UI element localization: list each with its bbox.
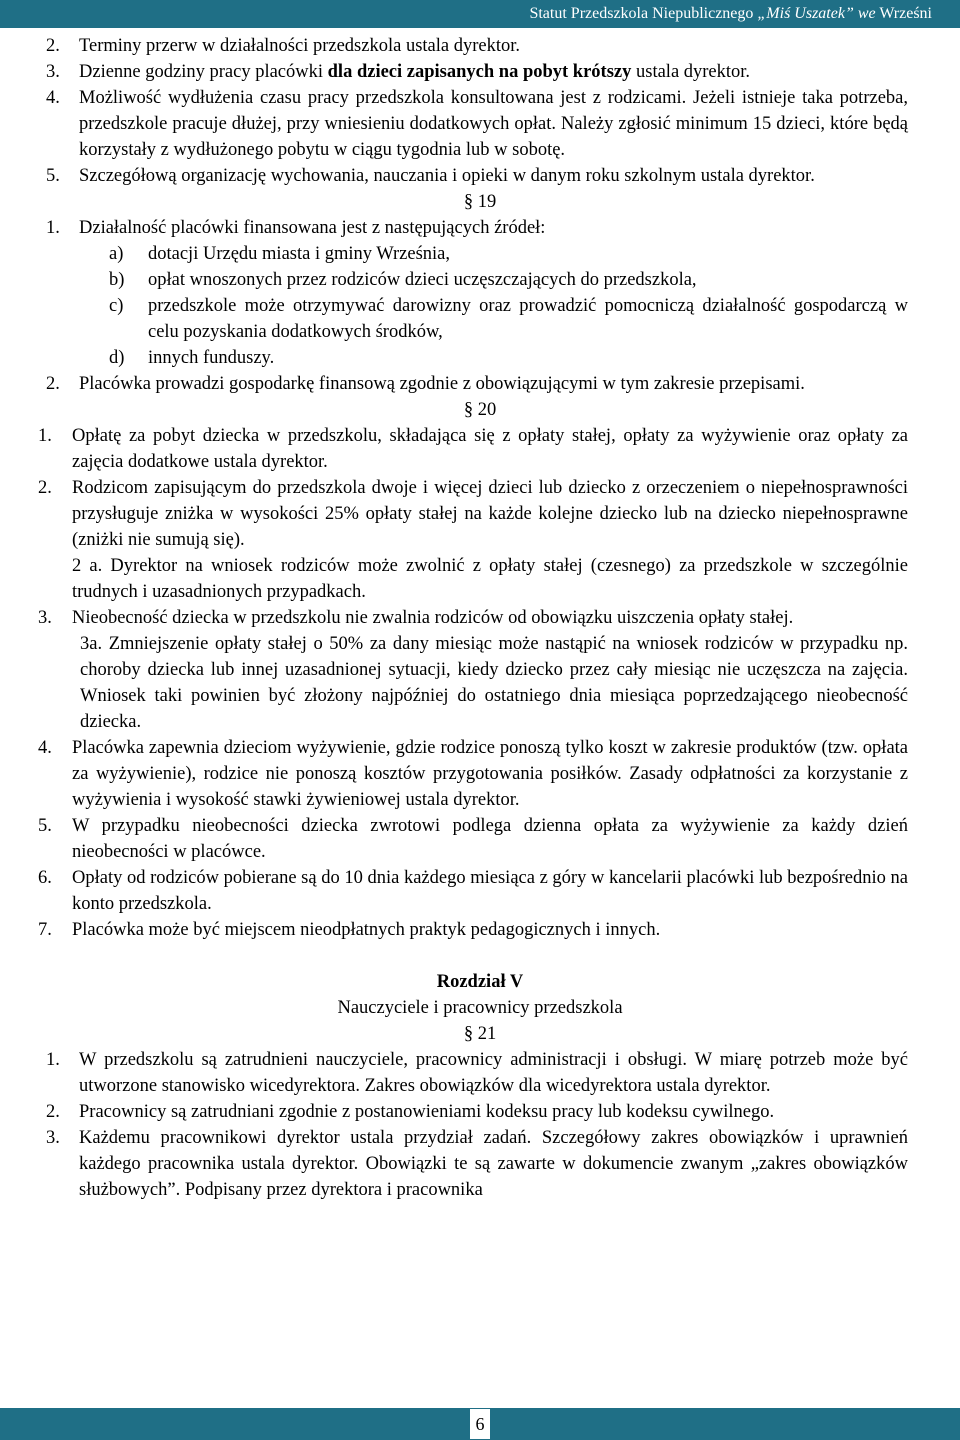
sub-item-letter: c) xyxy=(109,296,124,316)
item-text-post: ustala dyrektor. xyxy=(631,62,751,82)
item-number: 6. xyxy=(38,868,52,888)
item-text: Każdemu pracownikowi dyrektor ustala przydział zadań. Szczegółowy zakres obowiązków i uprawnień każdego pracownika ustala dyrektor. Obowiązki te są zawarte w dokumencie zwanym „zakres obowiązków służbowych”. Podpisany przez dyrektora i pracownika xyxy=(79,1128,908,1200)
list-item xyxy=(0,59,960,85)
list-item xyxy=(0,1099,960,1125)
header-school-name: „Miś Uszatek” we xyxy=(757,5,876,22)
list-item xyxy=(0,735,960,813)
page-number: 6 xyxy=(470,1409,490,1439)
item-text: Możliwość wydłużenia czasu pracy przedszkola konsultowana jest z rodzicami. Jeżeli istnieje taka potrzeba, przedszkole pracuje dłużej, przy wniesieniu dodatkowych opłat. Należy zgłosić minimum 15 dzieci, które będą korzystały z wydłużonego pobytu w ciągu tygodnia lub w sobotę. xyxy=(79,88,908,160)
list-item xyxy=(0,163,960,189)
item-text: Placówka może być miejscem nieodpłatnych praktyk pedagogicznych i innych. xyxy=(72,920,661,940)
item-text: Szczegółową organizację wychowania, nauczania i opieki w danym roku szkolnym ustala dyrektor. xyxy=(79,166,815,186)
section-heading-20: § 20 xyxy=(463,400,497,420)
sub-item-text: opłat wnoszonych przez rodziców dzieci uczęszczających do przedszkola, xyxy=(148,270,697,290)
item-number: 2. xyxy=(46,374,60,394)
item-number: 5. xyxy=(46,166,60,186)
list-item xyxy=(0,1047,960,1099)
item-number: 7. xyxy=(38,920,52,940)
item-text: Placówka prowadzi gospodarkę finansową zgodnie z obowiązującymi w tym zakresie przepisami. xyxy=(79,374,805,394)
item-number: 2. xyxy=(46,36,60,56)
sub-item xyxy=(0,267,960,293)
item-text-bold: dla dzieci zapisanych na pobyt krótszy xyxy=(327,62,632,82)
item-number: 3. xyxy=(46,62,60,82)
item-number: 4. xyxy=(38,738,52,758)
item-text: W przypadku nieobecności dziecka zwrotowi podlega dzienna opłata za wyżywienie za każdy dzień nieobecności w placówce. xyxy=(72,816,908,862)
item-number: 2. xyxy=(46,1102,60,1122)
list-item xyxy=(0,215,960,241)
sub-item xyxy=(0,293,960,345)
document-body xyxy=(0,33,960,1203)
chapter-title xyxy=(0,969,960,995)
chapter-title-text: Rozdział V xyxy=(436,972,524,992)
sub-item xyxy=(0,241,960,267)
sub-item-letter: b) xyxy=(109,270,125,290)
list-item xyxy=(0,605,960,735)
list-item xyxy=(0,475,960,605)
section-heading-19: § 19 xyxy=(463,192,497,212)
sub-item-text: innych funduszy. xyxy=(148,348,275,368)
running-header xyxy=(0,0,960,28)
item-text: Opłatę za pobyt dziecka w przedszkolu, składająca się z opłaty stałej, opłaty za wyżywienie oraz opłaty za zajęcia dodatkowe ustala dyrektor. xyxy=(72,426,908,472)
item-text: Nieobecność dziecka w przedszkolu nie zwalnia rodziców od obowiązku uiszczenia opłaty stałej. xyxy=(72,608,794,628)
item-text-2a: 2 a. Dyrektor na wniosek rodziców może zwolnić z opłaty stałej (czesnego) za przedszkole w szczególnie trudnych i uzasadnionych przypadkach. xyxy=(72,556,908,602)
list-item xyxy=(0,865,960,917)
section-heading-21: § 21 xyxy=(463,1024,497,1044)
item-number: 1. xyxy=(38,426,52,446)
spacer xyxy=(0,943,960,969)
sub-item-letter: d) xyxy=(109,348,125,368)
item-text: Opłaty od rodziców pobierane są do 10 dnia każdego miesiąca z góry w kancelarii placówki lub bezpośrednio na konto przedszkola. xyxy=(72,868,908,914)
list-item xyxy=(0,1125,960,1203)
item-text: Rodzicom zapisującym do przedszkola dwoje i więcej dzieci lub dziecko z orzeczeniem o niepełnosprawności przysługuje zniżka w wysokości 25% opłaty stałej na każde kolejne dziecko lub na dziecko niepełnosprawne (zniżki nie sumują się). xyxy=(72,478,908,550)
list-item xyxy=(0,33,960,59)
item-number: 5. xyxy=(38,816,52,836)
sub-item-text: dotacji Urzędu miasta i gminy Września, xyxy=(148,244,451,264)
sub-item-text: przedszkole może otrzymywać darowizny oraz prowadzić pomocniczą działalność gospodarczą w celu pozyskania dodatkowych środków, xyxy=(148,296,908,342)
item-number: 3. xyxy=(38,608,52,628)
chapter-subtitle: Nauczyciele i pracownicy przedszkola xyxy=(337,998,623,1018)
item-number: 1. xyxy=(46,218,60,238)
list-item xyxy=(0,371,960,397)
list-item xyxy=(0,917,960,943)
list-item xyxy=(0,85,960,163)
item-text: W przedszkolu są zatrudnieni nauczyciele, pracownicy administracji i obsługi. W miarę potrzeb może być utworzone stanowisko wicedyrektora. Zakres obowiązków dla wicedyrektora ustala dyrektor. xyxy=(79,1050,908,1096)
header-suffix: Wrześni xyxy=(875,5,932,22)
page-footer xyxy=(0,1408,960,1440)
item-number: 1. xyxy=(46,1050,60,1070)
item-text-pre: Dzienne godziny pracy placówki xyxy=(79,62,328,82)
header-prefix: Statut Przedszkola Niepublicznego xyxy=(529,5,758,22)
header-title xyxy=(529,0,932,28)
item-text: Działalność placówki finansowana jest z następujących źródeł: xyxy=(79,218,546,238)
item-text: Placówka zapewnia dzieciom wyżywienie, gdzie rodzice ponoszą tylko koszt w zakresie produktów (tzw. opłata za wyżywienie), rodzice nie ponoszą kosztów przygotowania posiłków. Zasady odpłatności za korzystanie z wyżywienia i wysokość stawki żywieniowej ustala dyrektor. xyxy=(72,738,908,810)
sub-item xyxy=(0,345,960,371)
item-number: 4. xyxy=(46,88,60,108)
item-number: 2. xyxy=(38,478,52,498)
sub-item-letter: a) xyxy=(109,244,124,264)
list-item xyxy=(0,423,960,475)
item-text-3a: 3a. Zmniejszenie opłaty stałej o 50% za dany miesiąc może nastąpić na wniosek rodziców w przypadku np. choroby dziecka lub innej uzasadnionej sytuacji, kiedy dziecko przez cały miesiąc nie uczęszcza na zajęcia. Wniosek taki powinien być złożony najpóźniej do ostatniego dnia miesiąca poprzedzającego nieobecność dziecka. xyxy=(80,634,908,732)
item-number: 3. xyxy=(46,1128,60,1148)
item-text: Pracownicy są zatrudniani zgodnie z postanowieniami kodeksu pracy lub kodeksu cywilnego. xyxy=(79,1102,775,1122)
item-text xyxy=(79,59,908,85)
list-item xyxy=(0,813,960,865)
item-text: Terminy przerw w działalności przedszkola ustala dyrektor. xyxy=(79,36,521,56)
